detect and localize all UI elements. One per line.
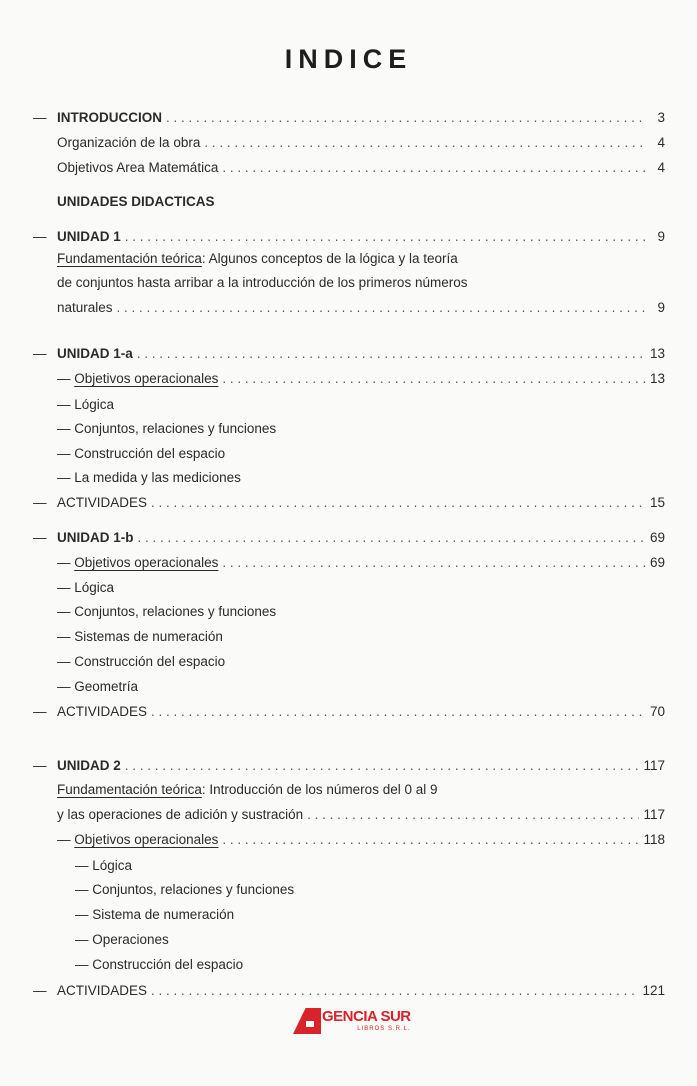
toc-page-unidad-1a: 13 (649, 346, 665, 361)
dot-leader (151, 493, 646, 513)
toc-dash: — (75, 858, 89, 873)
actividades-label: ACTIVIDADES (57, 495, 148, 510)
toc-page-objetivos-u2: 118 (643, 832, 665, 847)
toc-row-actividades-u2 (0, 981, 697, 1001)
item-label: Conjuntos, relaciones y funciones (74, 421, 277, 436)
toc-page-actividades-u1b: 70 (649, 704, 665, 719)
toc-dash: — (33, 229, 47, 244)
item-label: La medida y las mediciones (74, 470, 241, 485)
dot-leader (125, 756, 640, 776)
toc-page-organizacion: 4 (657, 135, 665, 150)
logo-name: GENCIA SUR (322, 1008, 411, 1025)
dot-leader (204, 133, 647, 153)
unidades-heading: UNIDADES DIDACTICAS (57, 194, 215, 209)
toc-row-organizacion (0, 133, 697, 153)
toc-dash: — (75, 932, 89, 947)
toc-page-unidad-2: 117 (643, 758, 665, 773)
actividades-label: ACTIVIDADES (57, 983, 148, 998)
item-label: Conjuntos, relaciones y funciones (92, 882, 295, 897)
dot-leader (307, 805, 639, 825)
toc-dash: — (57, 421, 71, 436)
toc-row-introduccion (0, 108, 697, 128)
toc-dash: — (33, 983, 47, 998)
dot-leader (125, 227, 647, 247)
toc-page-fundamentacion-u2: 117 (643, 807, 665, 822)
toc-row-objetivos-u1a (0, 369, 697, 389)
fundamentacion-text: de conjuntos hasta arribar a la introducción de los primeros números (57, 275, 468, 290)
toc-label-unidad-2: UNIDAD 2 (57, 758, 121, 773)
fundamentacion-text: : Introducción de los números del 0 al 9 (201, 782, 438, 797)
list-item (0, 955, 697, 975)
item-label: Construcción del espacio (74, 654, 226, 669)
dot-leader (222, 369, 646, 389)
toc-dash: — (57, 580, 71, 595)
list-item (0, 652, 697, 672)
toc-row-objetivos-u2 (0, 830, 697, 850)
dot-leader (151, 981, 638, 1001)
logo-a-mark-icon (293, 1008, 321, 1034)
toc-dash: — (33, 758, 47, 773)
toc-row-actividades-u1b (0, 702, 697, 722)
toc-dash: — (75, 957, 89, 972)
fundamentacion-u2-line-1 (0, 780, 697, 800)
fundamentacion-u1-line-1 (0, 249, 697, 269)
objetivos-operacionales-label: Objetivos operacionales (74, 832, 219, 847)
item-label: Sistema de numeración (92, 907, 235, 922)
list-item (0, 444, 697, 464)
toc-label-introduccion: INTRODUCCION (57, 110, 162, 125)
list-item (0, 880, 697, 900)
dot-leader (137, 344, 646, 364)
toc-dash: — (75, 907, 89, 922)
item-label: Sistemas de numeración (74, 629, 223, 644)
toc-dash: — (57, 832, 71, 847)
toc-row-unidad-1 (0, 227, 697, 247)
dot-leader (138, 528, 646, 548)
item-label: Geometría (74, 679, 139, 694)
toc-row-unidad-1b (0, 528, 697, 548)
toc-page-unidad-1b: 69 (649, 530, 665, 545)
list-item (0, 627, 697, 647)
fundamentacion-u1-line-3 (0, 298, 697, 318)
section-heading-unidades (0, 192, 697, 212)
item-label: Lógica (74, 580, 115, 595)
toc-dash: — (33, 704, 47, 719)
publisher-logo (293, 1008, 411, 1034)
list-item (0, 395, 697, 415)
toc-dash: — (57, 470, 71, 485)
item-label: Lógica (92, 858, 133, 873)
toc-dash: — (57, 679, 71, 694)
fundamentacion-u1-line-2 (0, 273, 697, 293)
toc-page-actividades-u2: 121 (642, 983, 665, 998)
toc-label-unidad-1: UNIDAD 1 (57, 229, 121, 244)
list-item (0, 468, 697, 488)
toc-page-objetivos-u1a: 13 (649, 371, 665, 386)
actividades-label: ACTIVIDADES (57, 704, 148, 719)
toc-row-unidad-2 (0, 756, 697, 776)
logo-subtitle: LIBROS S.R.L. (357, 1026, 411, 1032)
page-title: INDICE (284, 44, 413, 74)
item-label: Conjuntos, relaciones y funciones (74, 604, 277, 619)
toc-row-objetivos-u1b (0, 553, 697, 573)
item-label: Construcción del espacio (74, 446, 226, 461)
list-item (0, 856, 697, 876)
fundamentacion-text: : Algunos conceptos de la lógica y la teoría (201, 251, 458, 266)
toc-page-fundamentacion-u1: 9 (657, 300, 665, 315)
toc-label-unidad-1a: UNIDAD 1-a (57, 346, 133, 361)
dot-leader (222, 830, 639, 850)
toc-dash: — (57, 371, 71, 386)
list-item (0, 930, 697, 950)
list-item (0, 578, 697, 598)
toc-page-unidad-1: 9 (657, 229, 665, 244)
dot-leader (222, 158, 647, 178)
toc-dash: — (57, 397, 71, 412)
dot-leader (166, 108, 647, 128)
toc-dash: — (57, 629, 71, 644)
list-item (0, 905, 697, 925)
toc-dash: — (33, 530, 47, 545)
toc-dash: — (33, 346, 47, 361)
toc-dash: — (75, 882, 89, 897)
objetivos-operacionales-label: Objetivos operacionales (74, 555, 219, 570)
toc-dash: — (57, 555, 71, 570)
fundamentacion-text: y las operaciones de adición y sustración (57, 807, 304, 822)
fundamentacion-u2-line-2 (0, 805, 697, 825)
toc-dash: — (57, 446, 71, 461)
toc-row-objetivos-area (0, 158, 697, 178)
dot-leader (151, 702, 646, 722)
dot-leader (222, 553, 646, 573)
toc-label-organizacion: Organización de la obra (57, 135, 201, 150)
toc-dash: — (57, 654, 71, 669)
dot-leader (117, 298, 647, 318)
list-item (0, 419, 697, 439)
toc-page-introduccion: 3 (657, 110, 665, 125)
toc-page-actividades-u1a: 15 (649, 495, 665, 510)
fundamentacion-title: Fundamentación teórica (57, 251, 202, 266)
list-item (0, 602, 697, 622)
item-label: Lógica (74, 397, 115, 412)
objetivos-operacionales-label: Objetivos operacionales (74, 371, 219, 386)
toc-label-unidad-1b: UNIDAD 1-b (57, 530, 134, 545)
toc-label-objetivos-area: Objetivos Area Matemática (57, 160, 219, 175)
toc-dash: — (57, 604, 71, 619)
toc-dash: — (33, 495, 47, 510)
list-item (0, 677, 697, 697)
toc-row-actividades-u1a (0, 493, 697, 513)
toc-page-objetivos-area: 4 (657, 160, 665, 175)
fundamentacion-title: Fundamentación teórica (57, 782, 202, 797)
fundamentacion-text: naturales (57, 300, 113, 315)
item-label: Operaciones (92, 932, 169, 947)
item-label: Construcción del espacio (92, 957, 244, 972)
toc-page-objetivos-u1b: 69 (649, 555, 665, 570)
toc-row-unidad-1a (0, 344, 697, 364)
toc-dash: — (33, 110, 47, 125)
